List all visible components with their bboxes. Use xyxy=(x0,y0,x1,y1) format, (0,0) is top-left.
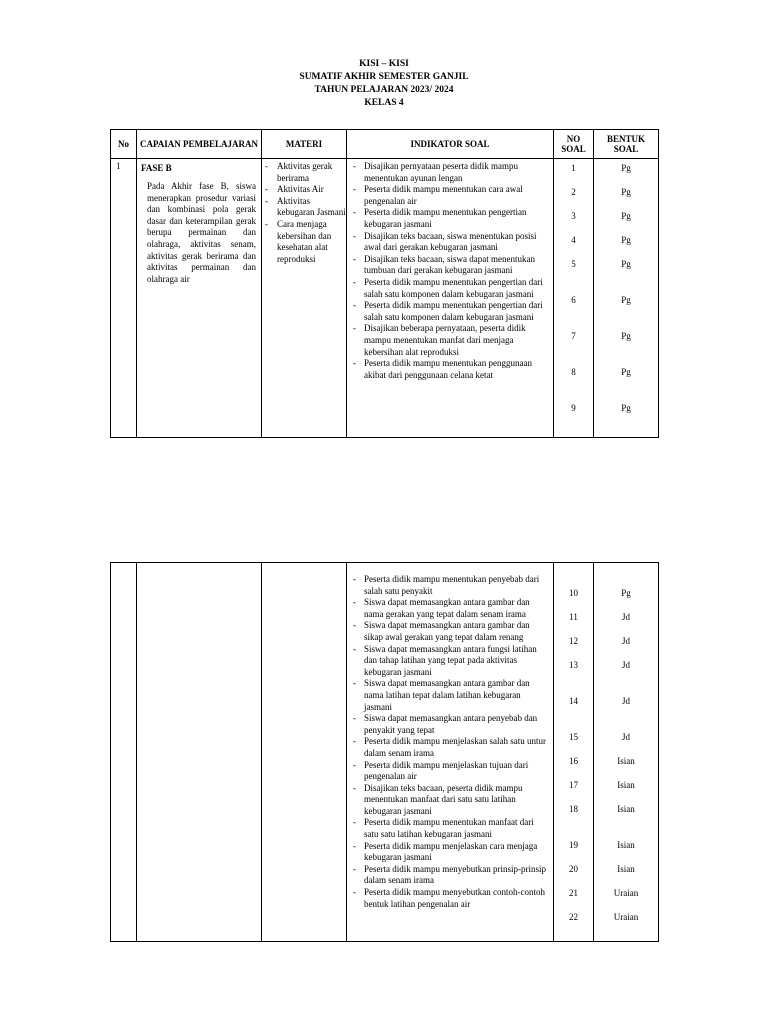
soal-number: 5 xyxy=(571,259,576,269)
soal-number: 17 xyxy=(569,780,578,790)
soal-number: 14 xyxy=(569,696,578,706)
bentuk-soal: Uraian xyxy=(613,888,639,898)
bentuk-soal: Pg xyxy=(621,163,631,173)
bentuk-soal: Pg xyxy=(621,295,631,305)
bentuk-soal: Jd xyxy=(621,696,630,706)
bentuk-soal: Isian xyxy=(617,840,635,850)
indikator-item: - Siswa dapat memasangkan antara penyebab dan penyakit yang tepat xyxy=(350,713,550,736)
indikator-item: - Peserta didik mampu menentukan penggunaan akibat dari penggunaan celana ketat xyxy=(350,358,550,381)
indikator-item: - Peserta didik mampu menjelaskan tujuan dari pengenalan air xyxy=(350,760,550,783)
header-exam-name: SUMATIF AKHIR SEMESTER GANJIL xyxy=(299,72,469,82)
indikator-item: - Peserta didik mampu menentukan pengertian dari salah satu komponen dalam kebugaran jasmani xyxy=(350,277,550,300)
materi-list xyxy=(262,161,346,265)
header-class: KELAS 4 xyxy=(364,98,404,108)
bentuk-soal: Pg xyxy=(621,331,631,341)
col-header-indikator: INDIKATOR SOAL xyxy=(347,130,554,159)
soal-number: 19 xyxy=(569,840,578,850)
indikator-item: - Peserta didik mampu menentukan penyebab dari salah satu penyakit xyxy=(350,574,550,597)
indikator-item: - Disajikan teks bacaan, siswa menentukan posisi awal dari gerakan kebugaran jasmani xyxy=(350,231,550,254)
col-header-capaian: CAPAIAN PEMBELAJARAN xyxy=(137,130,262,159)
table-row xyxy=(111,159,659,438)
capaian-cell xyxy=(137,159,262,438)
bentuk-soal: Isian xyxy=(617,864,635,874)
indikator-item: - Peserta didik mampu menentukan pengertian dari salah satu komponen dalam kebugaran jasmani xyxy=(350,300,550,323)
soal-number: 1 xyxy=(571,163,576,173)
soal-number: 16 xyxy=(569,756,578,766)
bentuk-soal: Uraian xyxy=(613,912,639,922)
bentuk-soal: Jd xyxy=(621,660,630,670)
indikator-item: - Disajikan teks bacaan, siswa dapat menentukan tumbuan dari gerakan kebugaran jasmani xyxy=(350,254,550,277)
fase-label: FASE B xyxy=(141,163,172,173)
bentuk-soal: Pg xyxy=(621,588,631,598)
indikator-item: - Siswa dapat memasangkan antara gambar dan sikap awal gerakan yang tepat dalam renang xyxy=(350,620,550,643)
materi-item: - Aktivitas Air xyxy=(262,184,346,196)
soal-number: 21 xyxy=(569,888,578,898)
row-number-empty xyxy=(111,563,137,942)
indikator-item: - Peserta didik mampu menjelaskan salah satu untur dalam senam irama xyxy=(350,736,550,759)
indikator-item: - Disajikan teks bacaan, peserta didik mampu menentukan manfaat dari satu satu latihan kebugaran jasmani xyxy=(350,783,550,818)
soal-number: 15 xyxy=(569,732,578,742)
soal-number: 18 xyxy=(569,804,578,814)
table-row xyxy=(111,563,659,942)
header-title: KISI – KISI xyxy=(359,59,409,69)
soal-number: 10 xyxy=(569,588,578,598)
bentuk-soal: Isian xyxy=(617,780,635,790)
header-school-year: TAHUN PELAJARAN 2023/ 2024 xyxy=(314,85,454,95)
soal-number: 7 xyxy=(571,331,576,341)
soal-number: 3 xyxy=(571,211,576,221)
indikator-item: - Disajikan pernyataan peserta didik mampu menentukan ayunan lengan xyxy=(350,161,550,184)
materi-cell xyxy=(262,159,347,438)
col-header-materi: MATERI xyxy=(262,130,347,159)
bentuk-soal: Jd xyxy=(621,636,630,646)
bentuk-soal: Jd xyxy=(621,732,630,742)
col-header-bentuk-soal: BENTUK SOAL xyxy=(594,130,659,159)
bentuk-soal-cell xyxy=(594,159,659,438)
indikator-list xyxy=(350,574,550,910)
row-number: 1 xyxy=(111,159,137,438)
soal-number: 12 xyxy=(569,636,578,646)
bentuk-soal-cell xyxy=(594,563,659,942)
materi-cell-empty xyxy=(262,563,347,942)
soal-number: 6 xyxy=(571,295,576,305)
no-soal-cell xyxy=(554,563,594,942)
indikator-item: - Peserta didik mampu menentukan pengertian kebugaran jasmani xyxy=(350,207,550,230)
indikator-item: - Siswa dapat memasangkan antara fungsi latihan dan tahap latihan yang tepat pada aktivitas kebugaran jasmani xyxy=(350,644,550,679)
materi-item: - Aktivitas kebugaran Jasmani xyxy=(262,196,346,219)
col-header-no: No xyxy=(111,130,137,159)
document-header xyxy=(0,58,768,110)
soal-number: 22 xyxy=(569,912,578,922)
indikator-item: - Peserta didik mampu menjelaskan cara menjaga kebugaran jasmani xyxy=(350,841,550,864)
bentuk-soal: Pg xyxy=(621,259,631,269)
indikator-item: - Siswa dapat memasangkan antara gambar dan nama gerakan yang tepat dalam senam irama xyxy=(350,597,550,620)
bentuk-soal: Pg xyxy=(621,211,631,221)
bentuk-soal: Pg xyxy=(621,367,631,377)
capaian-text: Pada Akhir fase B, siswa menerapkan prosedur variasi dan kombinasi pola gerak dasar dan keterampilan gerak berupa permainan dan olahraga, aktivitas senam, aktivitas gerak berirama dan aktivitas permainan dan olahraga air xyxy=(147,181,256,284)
materi-item: - Cara menjaga kebersihan dan kesehatan alat reproduksi xyxy=(262,219,346,265)
soal-number: 4 xyxy=(571,235,576,245)
soal-number: 20 xyxy=(569,864,578,874)
table-header-row xyxy=(111,130,659,159)
indikator-list xyxy=(350,161,550,381)
soal-number: 9 xyxy=(571,403,576,413)
indikator-item: - Disajikan beberapa pernyataan, peserta didik mampu menentukan manfat dari menjaga kebersihan alat reproduksi xyxy=(350,323,550,358)
soal-number: 2 xyxy=(571,187,576,197)
bentuk-soal: Pg xyxy=(621,403,631,413)
bentuk-soal: Pg xyxy=(621,187,631,197)
indikator-item: - Siswa dapat memasangkan antara gambar dan nama latihan tepat dalam latihan kebugaran jasmani xyxy=(350,678,550,713)
soal-number: 11 xyxy=(569,612,578,622)
bentuk-soal: Isian xyxy=(617,804,635,814)
indikator-item: - Peserta didik mampu menentukan manfaat dari satu satu latihan kebugaran jasmani xyxy=(350,817,550,840)
soal-number: 8 xyxy=(571,367,576,377)
kisi-table-page2 xyxy=(110,562,659,942)
indikator-cell xyxy=(347,159,554,438)
bentuk-soal: Isian xyxy=(617,756,635,766)
kisi-table-page1 xyxy=(110,129,659,438)
col-header-no-soal: NO SOAL xyxy=(554,130,594,159)
indikator-cell xyxy=(347,563,554,942)
capaian-cell-empty xyxy=(137,563,262,942)
soal-number: 13 xyxy=(569,660,578,670)
bentuk-soal: Jd xyxy=(621,612,630,622)
bentuk-soal: Pg xyxy=(621,235,631,245)
indikator-item: - Peserta didik mampu menyebutkan contoh-contoh bentuk latihan pengenalan air xyxy=(350,887,550,910)
indikator-item: - Peserta didik mampu menyebutkan prinsip-prinsip dalam senam irama xyxy=(350,864,550,887)
no-soal-cell xyxy=(554,159,594,438)
indikator-item: - Peserta didik mampu menentukan cara awal pengenalan air xyxy=(350,184,550,207)
materi-item: - Aktivitas gerak berirama xyxy=(262,161,346,184)
